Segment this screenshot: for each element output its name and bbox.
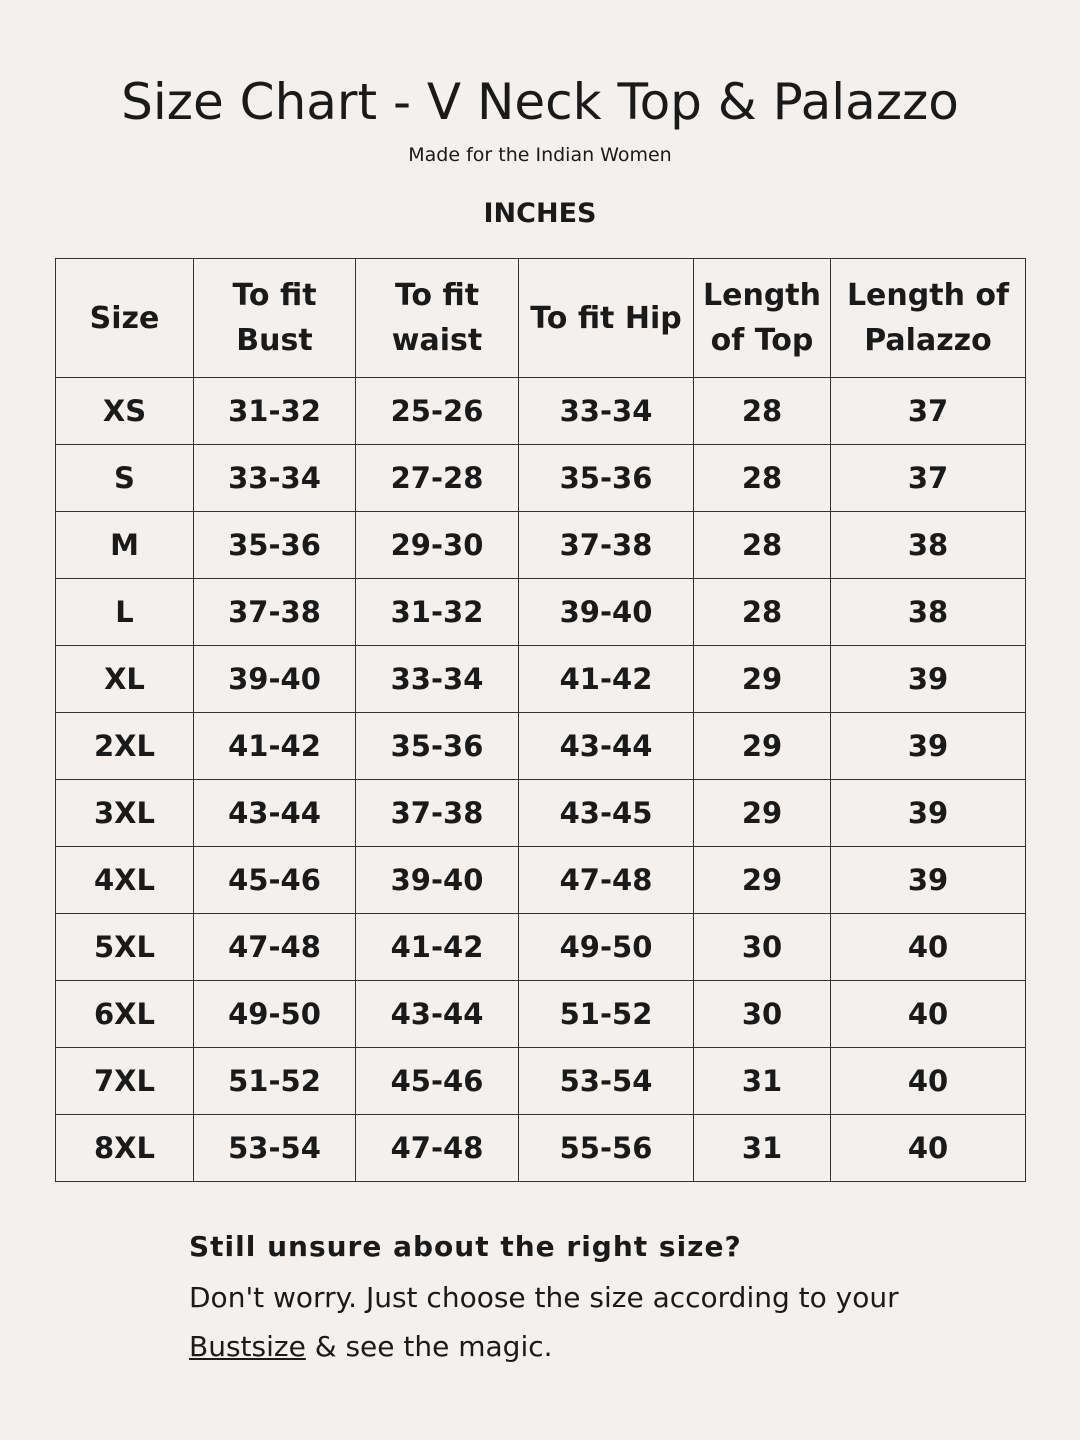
size-cell: 5XL [56,914,194,981]
size-cell: 7XL [56,1048,194,1115]
hip-cell: 51-52 [519,981,694,1048]
bust-cell: 37-38 [194,579,356,646]
length-top-cell: 29 [694,713,831,780]
table-row [56,579,1026,646]
page-subtitle: Made for the Indian Women [408,144,672,166]
length-palazzo-cell: 39 [831,780,1026,847]
table-row [56,646,1026,713]
hip-cell: 33-34 [519,378,694,445]
bust-cell: 39-40 [194,646,356,713]
bust-cell: 43-44 [194,780,356,847]
bust-cell: 53-54 [194,1115,356,1182]
length-top-cell: 29 [694,646,831,713]
length-top-cell: 31 [694,1115,831,1182]
length-palazzo-cell: 40 [831,1115,1026,1182]
bust-cell: 33-34 [194,445,356,512]
length-top-cell: 29 [694,847,831,914]
length-palazzo-cell: 38 [831,579,1026,646]
length-palazzo-cell: 39 [831,847,1026,914]
length-palazzo-cell: 39 [831,713,1026,780]
size-cell: XL [56,646,194,713]
size-cell: XS [56,378,194,445]
advice-question: Still unsure about the right size? [189,1230,742,1263]
table-row [56,713,1026,780]
bust-cell: 35-36 [194,512,356,579]
hip-cell: 43-45 [519,780,694,847]
waist-cell: 35-36 [356,713,519,780]
length-palazzo-cell: 40 [831,981,1026,1048]
unit-label: INCHES [483,198,597,229]
bust-cell: 47-48 [194,914,356,981]
size-cell: S [56,445,194,512]
hip-cell: 49-50 [519,914,694,981]
header-bust: To fit Bust [194,259,356,378]
waist-cell: 27-28 [356,445,519,512]
hip-cell: 55-56 [519,1115,694,1182]
table-row [56,1115,1026,1182]
waist-cell: 39-40 [356,847,519,914]
length-palazzo-cell: 38 [831,512,1026,579]
length-top-cell: 30 [694,981,831,1048]
hip-cell: 37-38 [519,512,694,579]
length-palazzo-cell: 37 [831,378,1026,445]
header-length-palazzo: Length of Palazzo [831,259,1026,378]
table-row [56,914,1026,981]
header-hip: To fit Hip [519,259,694,378]
header-length-top: Length of Top [694,259,831,378]
waist-cell: 33-34 [356,646,519,713]
length-top-cell: 28 [694,512,831,579]
size-cell: 4XL [56,847,194,914]
size-cell: 8XL [56,1115,194,1182]
bust-cell: 45-46 [194,847,356,914]
size-cell: 2XL [56,713,194,780]
length-palazzo-cell: 40 [831,1048,1026,1115]
waist-cell: 43-44 [356,981,519,1048]
page-title: Size Chart - V Neck Top & Palazzo [121,73,959,131]
length-palazzo-cell: 40 [831,914,1026,981]
length-palazzo-cell: 37 [831,445,1026,512]
header-waist: To fit waist [356,259,519,378]
hip-cell: 53-54 [519,1048,694,1115]
bust-cell: 31-32 [194,378,356,445]
bust-cell: 49-50 [194,981,356,1048]
waist-cell: 41-42 [356,914,519,981]
bust-cell: 51-52 [194,1048,356,1115]
hip-cell: 35-36 [519,445,694,512]
table-row [56,378,1026,445]
waist-cell: 29-30 [356,512,519,579]
size-advice [189,1230,1029,1371]
length-top-cell: 28 [694,579,831,646]
waist-cell: 31-32 [356,579,519,646]
length-top-cell: 29 [694,780,831,847]
hip-cell: 41-42 [519,646,694,713]
advice-line-1: Don't worry. Just choose the size according to your [189,1281,899,1314]
waist-cell: 25-26 [356,378,519,445]
hip-cell: 47-48 [519,847,694,914]
waist-cell: 37-38 [356,780,519,847]
table-row [56,847,1026,914]
length-top-cell: 28 [694,378,831,445]
advice-line-2: & see the magic. [305,1330,553,1363]
table-row [56,981,1026,1048]
hip-cell: 39-40 [519,579,694,646]
table-row [56,445,1026,512]
bust-cell: 41-42 [194,713,356,780]
hip-cell: 43-44 [519,713,694,780]
waist-cell: 45-46 [356,1048,519,1115]
length-top-cell: 30 [694,914,831,981]
size-cell: 6XL [56,981,194,1048]
advice-text [189,1273,1029,1371]
table-row [56,1048,1026,1115]
table-header-row [56,259,1026,378]
size-cell: M [56,512,194,579]
table-row [56,512,1026,579]
size-cell: L [56,579,194,646]
header-size: Size [56,259,194,378]
size-cell: 3XL [56,780,194,847]
length-top-cell: 31 [694,1048,831,1115]
table-row [56,780,1026,847]
length-palazzo-cell: 39 [831,646,1026,713]
length-top-cell: 28 [694,445,831,512]
waist-cell: 47-48 [356,1115,519,1182]
bustsize-link[interactable]: Bustsize [189,1330,306,1363]
size-chart-table [55,258,1026,1182]
